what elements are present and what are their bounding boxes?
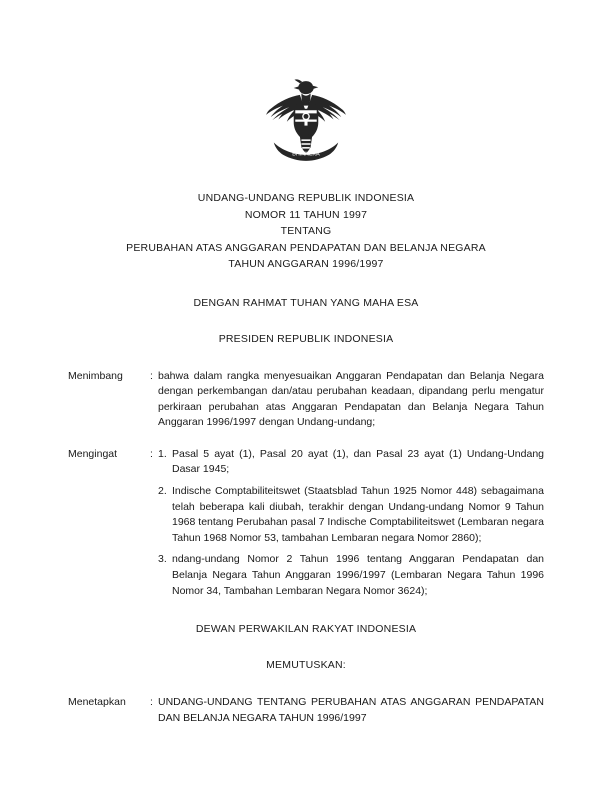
menimbang-clause <box>68 369 544 431</box>
title-line-year: TAHUN ANGGARAN 1996/1997 <box>228 258 384 270</box>
title-line-law: UNDANG-UNDANG REPUBLIK INDONESIA <box>197 192 415 204</box>
mengingat-colon: : <box>150 447 153 460</box>
title-line-subject: PERUBAHAN ATAS ANGGARAN PENDAPATAN DAN BELANJA NEGARA <box>126 241 486 254</box>
blessing-line: DENGAN RAHMAT TUHAN YANG MAHA ESA <box>193 296 419 309</box>
menimbang-colon: : <box>150 369 153 382</box>
list-item <box>158 552 544 599</box>
title-line-number: NOMOR 11 TAHUN 1997 <box>244 208 368 221</box>
menetapkan-label: Menetapkan <box>68 696 126 709</box>
list-item <box>158 484 544 546</box>
menetapkan-clause <box>68 695 544 726</box>
garuda-pancasila-emblem <box>260 78 352 164</box>
authority-line: PRESIDEN REPUBLIK INDONESIA <box>218 332 394 345</box>
council-line: DEWAN PERWAKILAN RAKYAT INDONESIA <box>195 623 417 636</box>
menimbang-label: Menimbang <box>68 369 123 382</box>
menimbang-text: bahwa dalam rangka menyesuaikan Anggaran Pendapatan dan Belanja Negara dengan perkembangan dan/atau perubahan keadaan, dipandang perlu mengatur perkiraan perubahan atas Anggaran Pendapatan dan Belanja Negara Tahun Anggaran 1996/1997 dengan Undang-undang; <box>158 369 544 429</box>
list-item-text: Indische Comptabiliteitswet (Staatsblad Tahun 1925 Nomor 448) sebagaimana telah beberapa kali diubah, terakhir dengan Undang-undang Nomor 9 Tahun 1968 tentang Perubahan pasal 7 Indische Comptabiliteitswet (Lembaran negara Tahun 1968 Nomor 53, tambahan Lembaran negara Nomor 2860); <box>172 485 544 544</box>
list-item-number: 2. <box>158 485 167 498</box>
mengingat-clause <box>68 447 544 599</box>
list-item-number: 3. <box>158 553 167 566</box>
svg-text:BHINNEKA: BHINNEKA <box>292 151 320 158</box>
document-title-block <box>68 190 544 273</box>
list-item-number: 1. <box>158 447 167 460</box>
mengingat-list <box>158 447 544 599</box>
list-item-text: ndang-undang Nomor 2 Tahun 1996 tentang Anggaran Pendapatan dan Belanja Negara Tahun Anggaran 1996/1997 (Lembaran Negara Tahun 1996 Nomor 34, Tambahan Lembaran Negara Nomor 3624); <box>172 553 544 597</box>
decision-heading: MEMUTUSKAN: <box>266 659 346 672</box>
list-item <box>158 447 544 478</box>
mengingat-label: Mengingat <box>68 447 118 460</box>
title-line-tentang: TENTANG <box>280 225 332 237</box>
menetapkan-text: UNDANG-UNDANG TENTANG PERUBAHAN ATAS ANGGARAN PENDAPATAN DAN BELANJA NEGARA TAHUN 1996/1997 <box>158 696 544 724</box>
menetapkan-colon: : <box>150 696 153 709</box>
list-item-text: Pasal 5 ayat (1), Pasal 20 ayat (1), dan Pasal 23 ayat (1) Undang-Undang Dasar 1945; <box>172 447 544 476</box>
emblem-container <box>68 78 544 164</box>
